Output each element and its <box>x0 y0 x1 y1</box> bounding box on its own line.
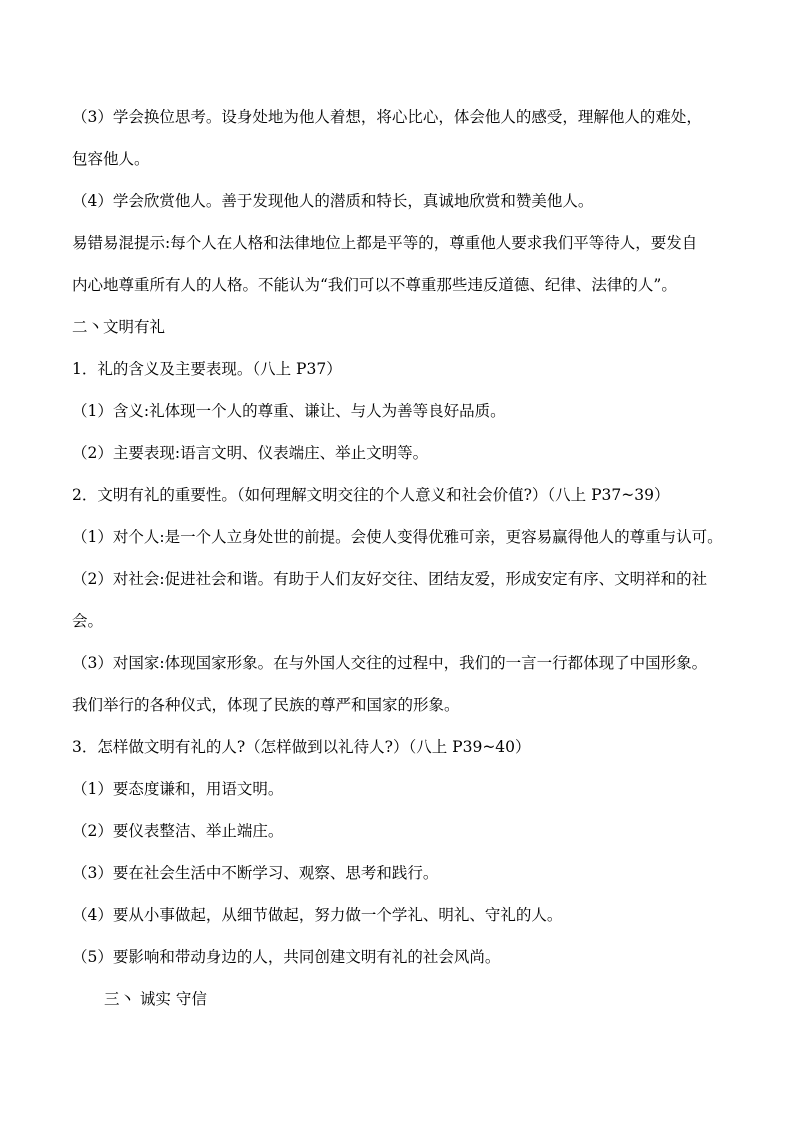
item-line-2: （2）主要表现:语言文明、仪表端庄、举止文明等。 <box>72 444 429 462</box>
tip-line-1: 易错易混提示:每个人在人格和法律地位上都是平等的，尊重他人要求我们平等待人，要发自 <box>72 234 698 252</box>
subheading-3: 3．怎样做文明有礼的人?（怎样做到以礼待人?）（八上 P39~40） <box>72 738 531 756</box>
item-line-4: （2）对社会:促进社会和谐。有助于人们友好交往、团结友爱，形成安定有序、文明祥和的社 <box>72 570 708 588</box>
item-line-5: 会。 <box>72 612 104 630</box>
item-line-7: 我们举行的各种仪式，体现了民族的尊严和国家的形象。 <box>72 696 460 714</box>
section-heading-2: 二丶文明有礼 <box>72 318 166 336</box>
item-line-8: （1）要态度谦和，用语文明。 <box>72 780 284 798</box>
subheading-2: 2．文明有礼的重要性。（如何理解文明交往的个人意义和社会价值?）（八上 P37~39） <box>72 486 670 504</box>
para-line-1: （3）学会换位思考。设身处地为他人着想，将心比心，体会他人的感受，理解他人的难处， <box>72 108 702 126</box>
item-line-10: （3）要在社会生活中不断学习、观察、思考和践行。 <box>72 864 439 882</box>
item-line-6: （3）对国家:体现国家形象。在与外国人交往的过程中，我们的一言一行都体现了中国形象。 <box>72 654 708 672</box>
item-line-12: （5）要影响和带动身边的人，共同创建文明有礼的社会风尚。 <box>72 948 501 966</box>
para-line-2: 包容他人。 <box>72 150 150 168</box>
section-heading-3: 三丶 诚实 守信 <box>104 990 207 1008</box>
item-line-9: （2）要仪表整洁、举止端庄。 <box>72 822 284 840</box>
tip-line-2: 内心地尊重所有人的人格。不能认为“我们可以不尊重那些违反道德、纪律、法律的人”。 <box>72 276 677 294</box>
item-line-11: （4）要从小事做起，从细节做起，努力做一个学礼、明礼、守礼的人。 <box>72 906 563 924</box>
subheading-1: 1．礼的含义及主要表现。（八上 P37） <box>72 360 342 378</box>
item-line-3: （1）对个人:是一个人立身处世的前提。会使人变得优雅可亲，更容易赢得他人的尊重与认可。 <box>72 528 723 546</box>
item-line-1: （1）含义:礼体现一个人的尊重、谦让、与人为善等良好品质。 <box>72 402 506 420</box>
para-line-3: （4）学会欣赏他人。善于发现他人的潜质和特长，真诚地欣赏和赞美他人。 <box>72 192 594 210</box>
